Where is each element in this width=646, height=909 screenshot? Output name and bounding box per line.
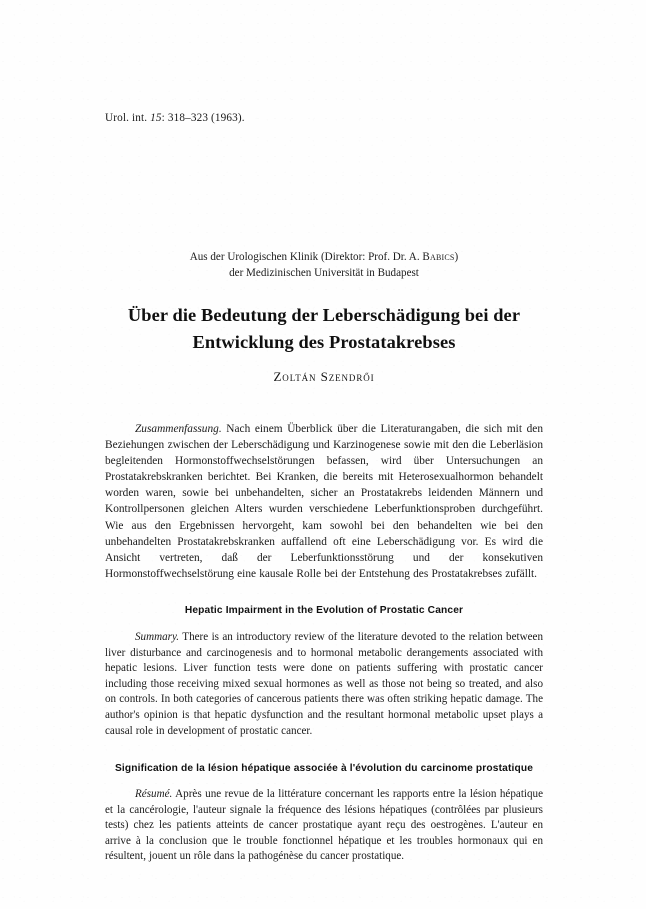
abstract-section-french [105, 763, 543, 865]
journal-citation-prefix: Urol. int. [105, 112, 151, 124]
section-heading-english: Hepatic Impairment in the Evolution of Prostatic Cancer [184, 604, 464, 616]
abstract-lead-french: Résumé. [135, 788, 173, 801]
title-block [105, 250, 543, 385]
abstract-section-german [105, 421, 543, 582]
abstract-body-german: Nach einem Überblick über die Literaturangaben, die sich mit den Beziehungen zwischen der Leberschädigung und Karzinogenese sowie mit den die Leberläsion begleitenden Hormonstoffwechselstörungen befassen, wird über Untersuchungen an Prostatakrebskranken berichtet. Bei Kranken, die bereits mit Heterosexualhormon behandelt worden waren, sowie bei unbehandelten, sicher an Prostatakrebs leidenden Männern und Kontrollpersonen gleichen Alters wurden verschiedene Leberfunktionsproben durchgeführt. Wie aus den Ergebnissen hervorgeht, kam sowohl bei den behandelten wie bei den unbehandelten Prostatakrebskranken auffallend oft eine Leberschädigung vor. Es wird die Ansicht vertreten, daß der Leberfunktionsstörung und der konsekutiven Hormonstoffwechselstörung eine kausale Rolle bei der Entstehung des Prostatakrebses zufällt. [105, 423, 543, 580]
affiliation [105, 250, 543, 281]
abstract-body-english: There is an introductory review of the literature devoted to the relation between liver disturbance and carcinogenesis and to hormonal metabolic derangements associated with hepatic lesions. Liver function tests were done on patients suffering with prostatic cancer including those receiving mixed sexual hormones as well as those not being so treated, and also on controls. In both categories of cancerous patients there was often striking hepatic damage. The author's opinion is that hepatic dysfunction and the resultant hormonal metabolic upset plays a causal role in development of prostatic cancer. [105, 630, 543, 737]
article-title-line-2: Entwicklung des Prostatakrebses [192, 332, 456, 352]
affiliation-text-after: ) [454, 251, 459, 263]
abstract-paragraph-english [105, 630, 543, 739]
affiliation-text-before: Aus der Urologischen Klinik (Direktor: Prof. Dr. A. [189, 251, 423, 263]
abstract-section-english [105, 605, 543, 739]
affiliation-line-2: der Medizinischen Universität in Budapest [229, 266, 419, 279]
abstract-lead-english: Summary. [135, 630, 180, 643]
director-name: Babics [422, 251, 455, 263]
abstracts-container [105, 421, 543, 865]
abstract-paragraph-german [105, 421, 543, 582]
section-heading-french: Signification de la lésion hépatique associée à l'évolution du carcinome prostatique [114, 763, 534, 775]
author-name: Zoltán Szendrői [273, 369, 375, 384]
page-title [105, 302, 543, 356]
abstract-body-french: Après une revue de la littérature concernant les rapports entre la lésion hépatique et la cancérologie, l'auteur signale la fréquence des lésions hépatiques (contrôlées par plusieurs tests) chez les patients atteints de cancer prostatique ayant reçu des oestrogènes. L'auteur en arrive à la conclusion que le trouble fonctionnel hépatique et les troubles hormonaux qui en résultent, jouent un rôle dans la pathogénèse du cancer prostatique. [105, 788, 543, 863]
journal-citation-suffix: : 318–323 (1963). [161, 112, 245, 124]
article-title-line-1: Über die Bedeutung der Leberschädigung bei der [127, 305, 521, 325]
journal-citation [105, 112, 245, 124]
journal-volume: 15 [150, 112, 162, 124]
abstract-lead-german: Zusammenfassung. [135, 423, 222, 435]
abstract-paragraph-french [105, 787, 543, 865]
affiliation-line-1 [105, 250, 543, 266]
